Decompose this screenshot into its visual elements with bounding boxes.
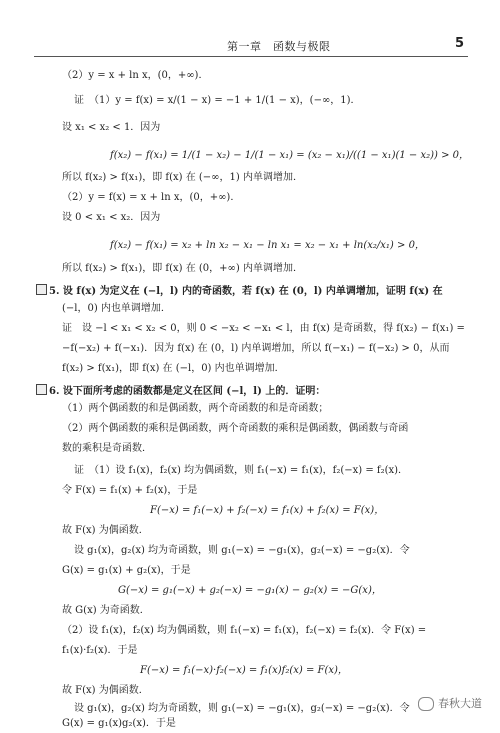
problem-marker-icon [36,384,47,395]
text-line: 设 x₁ < x₂ < 1．因为 [62,122,161,133]
problem-marker-icon [36,284,47,295]
page-number: 5 [454,36,464,51]
text-line: （2）y = x + ln x，(0，+∞)． [62,70,209,81]
text-line: （2）设 f₁(x)，f₂(x) 均为偶函数，则 f₁(−x) = f₁(x)，f₂(−x) = f₂(x)．令 F(x) = [62,625,427,636]
watermark-text: 春秋大道 [438,697,482,710]
equation-line: G(−x) = g₁(−x) + g₂(−x) = −g₁(x) − g₂(x) = −G(x)， [118,585,382,596]
text-line: 令 F(x) = f₁(x) + f₂(x)，于是 [62,485,198,496]
text-line: 故 G(x) 为奇函数． [62,605,150,616]
text-line: 设 g₁(x)，g₂(x) 均为奇函数，则 g₁(−x) = −g₁(x)，g₂(−x) = −g₂(x)．令 [74,545,410,556]
text-line: 证 （1）设 f₁(x)，f₂(x) 均为偶函数，则 f₁(−x) = f₁(x)，f₂(−x) = f₂(x)． [74,465,409,476]
equation-line: f(x₂) − f(x₁) = x₂ + ln x₂ − x₁ − ln x₁ = x₂ − x₁ + ln(x₂/x₁) > 0， [110,240,425,251]
text-line: f₁(x)·f₂(x)．于是 [62,645,138,656]
page-header [34,36,468,57]
text-line: 所以 f(x₂) > f(x₁)，即 f(x) 在 (0，+∞) 内单调增加． [62,263,303,274]
wechat-icon [418,697,434,711]
equation-line: F(−x) = f₁(−x) + f₂(−x) = f₁(x) + f₂(x) = F(x)， [150,505,385,516]
problem-6-line: 6. 设下面所考虑的函数都是定义在区间 (−l，l) 上的．证明： [36,383,325,398]
text-line: 设 g₁(x)，g₂(x) 均为奇函数，则 g₁(−x) = −g₁(x)，g₂(−x) = −g₂(x)．令 [74,703,410,714]
chapter-title: 第一章 函数与极限 [227,40,331,53]
text-line: （1）两个偶函数的和是偶函数，两个奇函数的和是奇函数； [62,403,329,414]
text-line: 设 0 < x₁ < x₂．因为 [62,212,161,223]
text-line: 证 设 −l < x₁ < x₂ < 0，则 0 < −x₂ < −x₁ < l，由 f(x) 是奇函数，得 f(x₂) − f(x₁) = [62,323,465,334]
equation-line: F(−x) = f₁(−x)·f₂(−x) = f₁(x)f₂(x) = F(x)， [140,665,348,676]
watermark [418,695,482,713]
equation-line: f(x₂) − f(x₁) = 1/(1 − x₂) − 1/(1 − x₁) = (x₂ − x₁)/((1 − x₁)(1 − x₂)) > 0， [110,150,470,161]
text-line: −f(−x₂) + f(−x₁)．因为 f(x) 在 (0，l) 内单调增加，所以 f(−x₁) − f(−x₂) > 0，从而 [62,343,450,354]
text-line: 所以 f(x₂) > f(x₁)，即 f(x) 在 (−∞，1) 内单调增加． [62,172,303,183]
text-line: G(x) = g₁(x) + g₂(x)，于是 [62,565,191,576]
text-line: f(x₂) > f(x₁)，即 f(x) 在 (−l，0) 内也单调增加． [62,363,285,374]
text-line: （2）两个偶函数的乘积是偶函数，两个奇函数的乘积是偶函数，偶函数与奇函 [62,423,409,434]
text-line: (−l，0) 内也单调增加． [62,303,171,314]
text-line: 证 （1）y = f(x) = x/(1 − x) = −1 + 1/(1 − x)，(−∞，1)． [74,95,361,106]
text-line: 故 F(x) 为偶函数． [62,685,149,696]
text-line: 数的乘积是奇函数． [62,443,152,454]
problem-5-line: 5. 设 f(x) 为定义在 (−l，l) 内的奇函数，若 f(x) 在 (0，l) 内单调增加，证明 f(x) 在 [36,283,443,298]
text-line: 故 F(x) 为偶函数． [62,525,149,536]
text-line: （2）y = f(x) = x + ln x，(0，+∞)． [62,192,241,203]
text-line: G(x) = g₁(x)g₂(x)．于是 [62,718,176,729]
